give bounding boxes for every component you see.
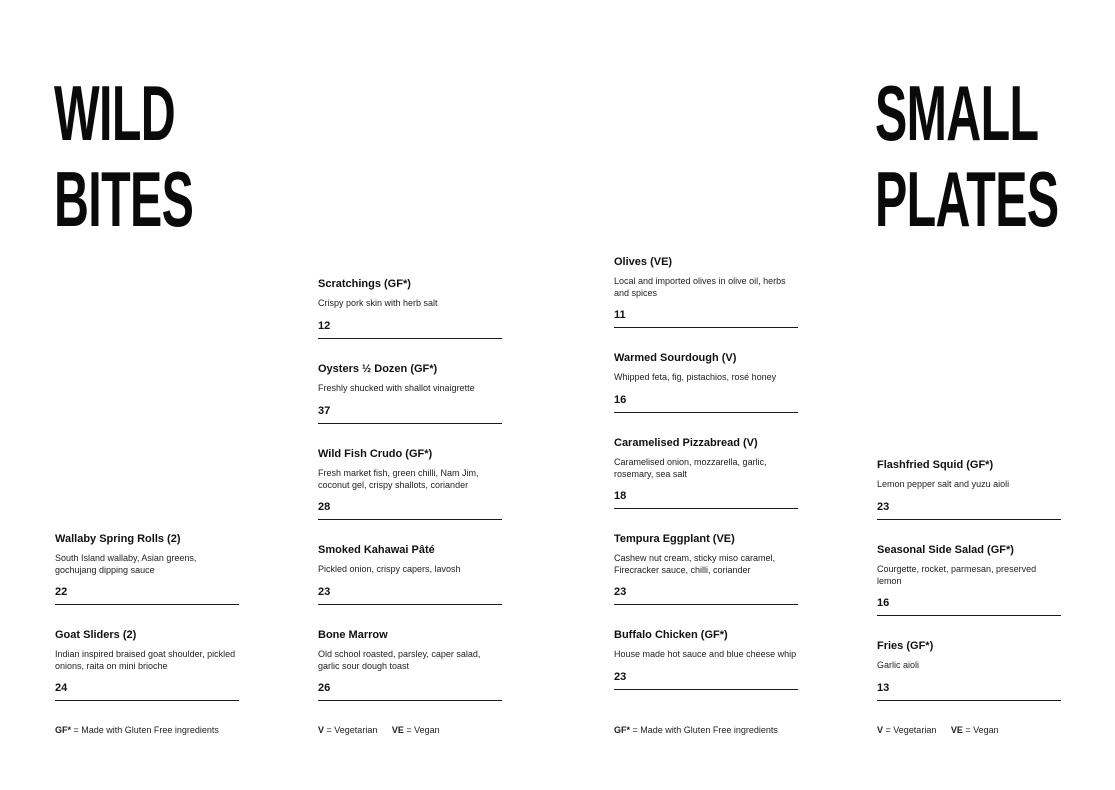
item-description: Cashew nut cream, sticky miso caramel, Firecracker sauce, chilli, coriander [614, 553, 776, 575]
legend-key: V [318, 725, 325, 735]
item-description: Freshly shucked with shallot vinaigrette [318, 383, 475, 393]
item-price: 11 [614, 309, 626, 321]
menu-item [877, 544, 1061, 616]
item-price: 26 [318, 682, 331, 694]
item-name: Warmed Sourdough (V) [614, 352, 737, 364]
item-name: Oysters ½ Dozen (GF*) [318, 363, 438, 375]
item-name: Goat Sliders (2) [55, 629, 137, 641]
item-price: 24 [55, 682, 68, 694]
legend-key: VE [391, 725, 404, 735]
item-name: Wild Fish Crudo (GF*) [318, 448, 433, 460]
item-description: South Island wallaby, Asian greens, gochujang dipping sauce [55, 553, 197, 575]
item-price: 23 [614, 586, 627, 598]
item-price: 12 [318, 319, 331, 332]
legend-text: = Vegetarian [326, 725, 378, 735]
item-description: Courgette, rocket, parmesan, preserved lemon [877, 564, 1037, 586]
page-title-small-plates: SMALL PLATES [875, 69, 1059, 243]
menu-item [877, 459, 1061, 520]
item-price: 23 [614, 670, 627, 683]
menu-item [877, 640, 1061, 701]
legend-key: V [877, 725, 884, 735]
item-name: Scratchings (GF*) [318, 278, 411, 290]
item-price: 13 [877, 681, 890, 694]
item-description: House made hot sauce and blue cheese whip [614, 649, 797, 659]
item-price: 37 [318, 404, 331, 417]
menu-item [318, 363, 502, 424]
legend-gluten-free [614, 725, 778, 736]
menu-item [614, 629, 798, 690]
item-description: Garlic aioli [877, 660, 920, 670]
item-name: Buffalo Chicken (GF*) [614, 629, 728, 641]
item-name: Fries (GF*) [877, 640, 934, 652]
item-description: Indian inspired braised goat shoulder, pickled onions, raita on mini brioche [55, 649, 236, 671]
item-name: Smoked Kahawai Pâté [318, 544, 435, 556]
legend-text: = Vegan [965, 725, 999, 735]
item-description: Fresh market fish, green chilli, Nam Jim, coconut gel, crispy shallots, coriander [318, 468, 479, 490]
legend-text: = Made with Gluten Free ingredients [632, 725, 778, 735]
menu-item [55, 629, 239, 701]
item-name: Wallaby Spring Rolls (2) [55, 533, 181, 545]
item-price: 23 [318, 585, 331, 598]
item-price: 28 [318, 501, 331, 513]
item-price: 22 [55, 586, 68, 598]
menu-item [614, 437, 798, 509]
legend-text: = Vegetarian [885, 725, 937, 735]
item-name: Tempura Eggplant (VE) [614, 533, 735, 545]
item-name: Bone Marrow [318, 629, 388, 641]
legend-vegetarian-vegan [877, 725, 999, 736]
item-name: Seasonal Side Salad (GF*) [877, 544, 1014, 556]
item-description: Whipped feta, fig, pistachios, rosé honey [614, 372, 777, 382]
menu-item [318, 544, 502, 605]
menu-item [55, 533, 239, 605]
legend-text: = Vegan [406, 725, 440, 735]
menu-item [614, 533, 798, 605]
legend-key: VE [950, 725, 963, 735]
menu-item [614, 352, 798, 413]
item-description: Lemon pepper salt and yuzu aioli [877, 479, 1010, 489]
item-name: Olives (VE) [614, 256, 673, 268]
item-price: 23 [877, 500, 890, 513]
item-description: Old school roasted, parsley, caper salad, garlic sour dough toast [318, 649, 481, 671]
legend-key: GF* [55, 725, 72, 735]
item-price: 16 [877, 597, 890, 609]
legend-key: GF* [614, 725, 631, 735]
menu-item [318, 448, 502, 520]
legend-text: = Made with Gluten Free ingredients [73, 725, 219, 735]
item-description: Local and imported olives in olive oil, herbs and spices [614, 276, 786, 298]
item-price: 18 [614, 490, 627, 502]
item-price: 16 [614, 393, 627, 406]
legend-gluten-free [55, 725, 219, 736]
menu-item [318, 278, 502, 339]
item-description: Caramelised onion, mozzarella, garlic, rosemary, sea salt [614, 457, 767, 479]
legend-vegetarian-vegan [318, 725, 440, 736]
item-description: Pickled onion, crispy capers, lavosh [318, 564, 461, 574]
item-name: Flashfried Squid (GF*) [877, 459, 994, 471]
menu-item [318, 629, 502, 701]
page-title-wild-bites: WILD BITES [54, 69, 194, 243]
item-description: Crispy pork skin with herb salt [318, 298, 438, 308]
item-name: Caramelised Pizzabread (V) [614, 437, 758, 449]
menu-item [614, 256, 798, 328]
